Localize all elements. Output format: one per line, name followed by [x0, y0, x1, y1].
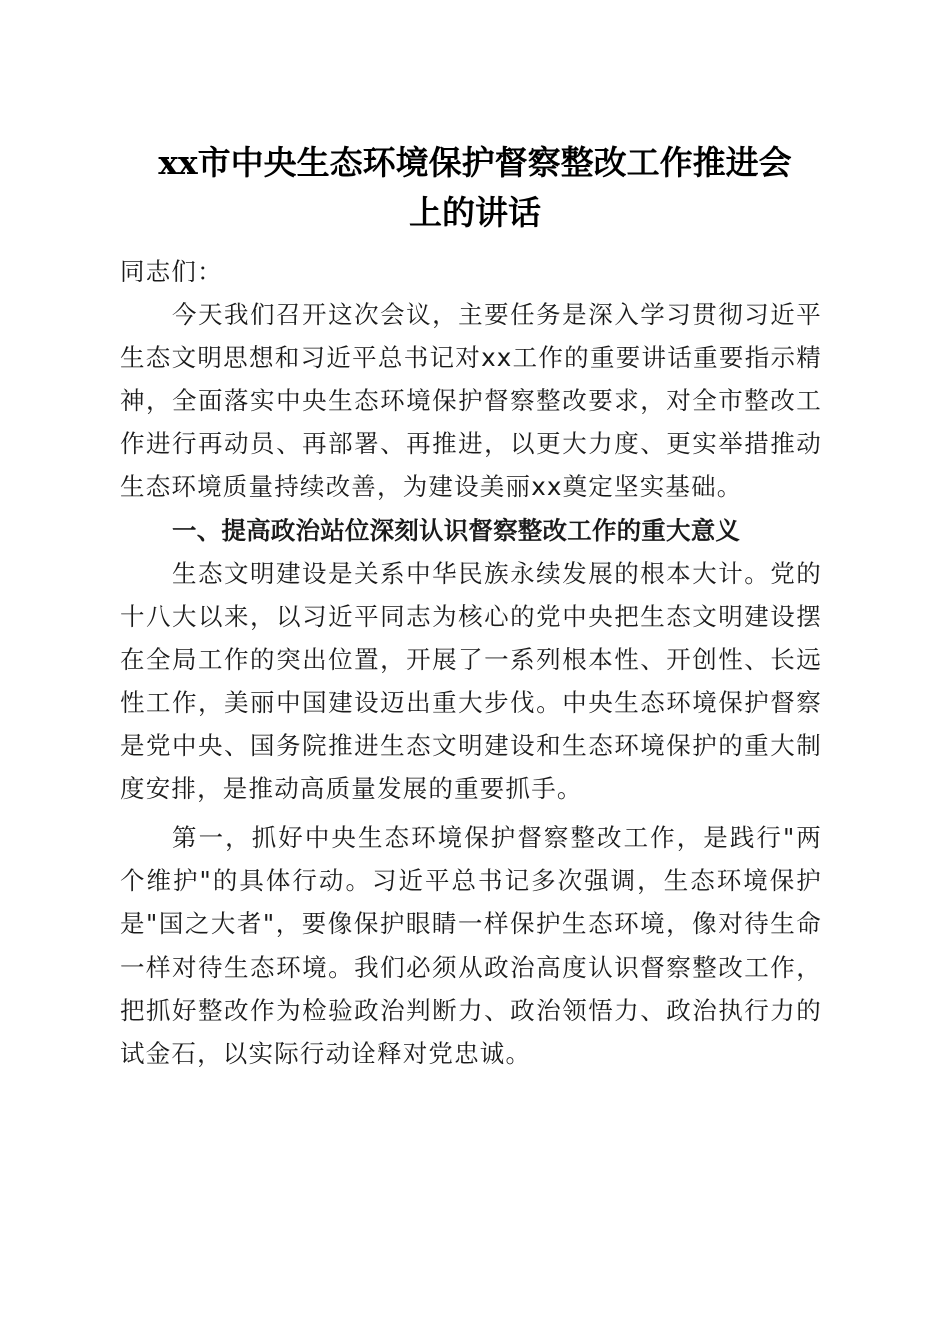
point-1-paragraph: 第一，抓好中央生态环境保护督察整改工作，是践行"两个维护"的具体行动。习近平总书记多次强调，生态环境保护是"国之大者"，要像保护眼睛一样保护生态环境，像对待生命一样对待生态环境。我们必须从政治高度认识督察整改工作，把抓好整改作为检验政治判断力、政治领悟力、政治执行力的试金石，以实际行动诠释对党忠诚。 [120, 823, 822, 1068]
document-body [120, 250, 822, 1075]
section-1-paragraph: 生态文明建设是关系中华民族永续发展的根本大计。党的十八大以来，以习近平同志为核心的党中央把生态文明建设摆在全局工作的突出位置，开展了一系列根本性、开创性、长远性工作，美丽中国建设迈出重大步伐。中央生态环境保护督察是党中央、国务院推进生态文明建设和生态环境保护的重大制度安排，是推动高质量发展的重要抓手。 [120, 558, 822, 804]
salutation: 同志们： [120, 257, 223, 286]
document-title-line-1: xx市中央生态环境保护督察整改工作推进会 [158, 143, 792, 182]
intro-paragraph: 今天我们召开这次会议，主要任务是深入学习贯彻习近平生态文明思想和习近平总书记对xx工作的重要讲话重要指示精神，全面落实中央生态环境保护督察整改要求，对全市整改工作进行再动员、再部署、再推进，以更大力度、更实举措推动生态环境质量持续改善，为建设美丽xx奠定坚实基础。 [120, 300, 822, 502]
document-title-line-2: 上的讲话 [409, 193, 541, 232]
section-heading-1: 一、提高政治站位深刻认识督察整改工作的重大意义 [172, 515, 741, 545]
document-title [120, 138, 830, 238]
